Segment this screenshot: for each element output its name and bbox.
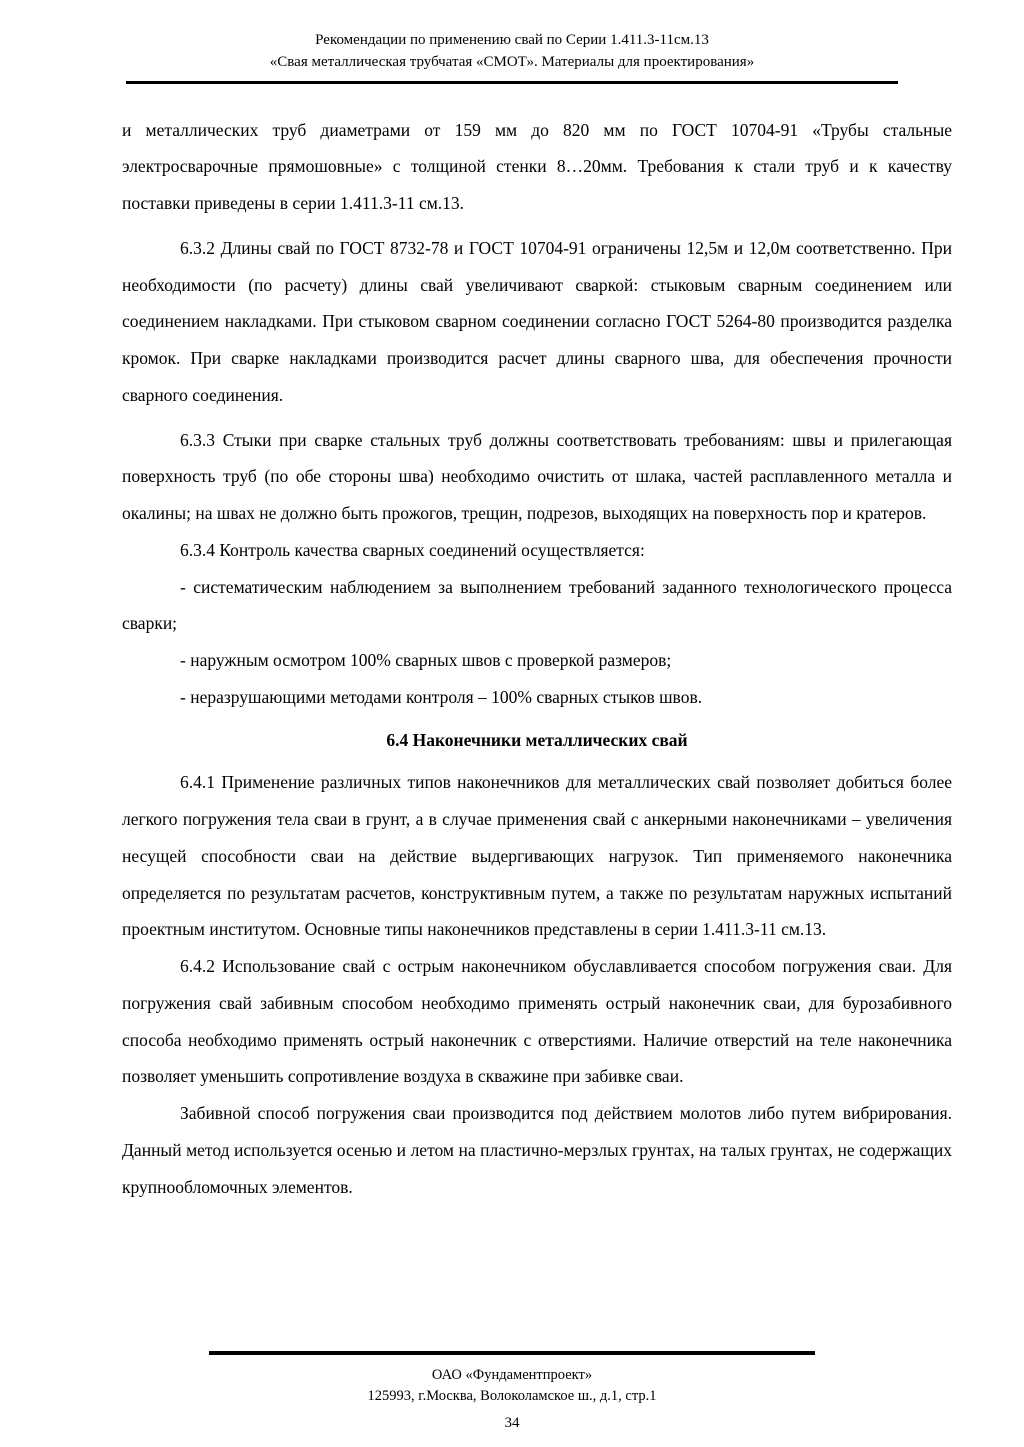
page-number: 34 — [504, 1415, 520, 1432]
document-body — [0, 84, 1024, 1206]
paragraph-6-3-4: 6.3.4 Контроль качества сварных соединений осуществляется: — [180, 539, 645, 560]
section-heading-6-4: 6.4 Наконечники металлических свай — [386, 729, 688, 750]
list-item-dash-3: - неразрушающими методами контроля – 100% сварных стыков швов. — [180, 686, 703, 707]
paragraph-6-4-2: 6.4.2 Использование свай с острым наконечником обуславливается способом погружения сваи. Для погружения свай забивным способом необходимо применять острый наконечник сваи, для бурозабивного способа необходимо применять острый наконечник с отверстиями. Наличие отверстий на теле наконечника позволяет уменьшить сопротивление воздуха в скважине при забивке сваи. — [122, 956, 952, 1087]
paragraph-6-3-3: 6.3.3 Стыки при сварке стальных труб должны соответствовать требованиям: швы и прилегающая поверхность труб (по обе стороны шва) необходимо очистить от шлака, частей расплавленного металла и окалины; на швах не должно быть прожогов, трещин, подрезов, выходящих на поверхность пор и кратеров. — [122, 429, 952, 523]
header-subtitle: «Свая металлическая трубчатая «СМОТ». Материалы для проектирования» — [269, 53, 755, 70]
page-header — [0, 0, 1024, 84]
list-item-dash-1: - систематическим наблюдением за выполнением требований заданного технологического процесса сварки; — [122, 576, 952, 634]
paragraph-6-4-1: 6.4.1 Применение различных типов наконечников для металлических свай позволяет добиться более легкого погружения тела сваи в грунт, а в случае применения свай с анкерными наконечниками – увеличения несущей способности сваи на действие выдергивающих нагрузок. Тип применяемого наконечника определяется по результатам расчетов, конструктивным путем, а также по результатам наружных испытаний проектным институтом. Основные типы наконечников представлены в серии 1.411.3-11 см.13. — [122, 772, 952, 940]
header-series-title: Рекомендации по применению свай по Серии 1.411.3-11см.13 — [315, 32, 709, 48]
footer-address: 125993, г.Москва, Волоколамское ш., д.1, стр.1 — [367, 1388, 657, 1405]
page-footer — [0, 1351, 1024, 1447]
paragraph-6-3-2: 6.3.2 Длины свай по ГОСТ 8732-78 и ГОСТ 10704-91 ограничены 12,5м и 12,0м соответственно. При необходимости (по расчету) длины свай увеличивают сваркой: стыковым сварным соединением или соединением накладками. При стыковом сварном соединении согласно ГОСТ 5264-80 производится разделка кромок. При сварке накладками производится расчет длины сварного шва, для обеспечения прочности сварного соединения. — [122, 237, 952, 405]
paragraph-driving-method: Забивной способ погружения сваи производится под действием молотов либо путем вибрирования. Данный метод используется осенью и летом на пластично-мерзлых грунтах, на талых грунтах, не содержащих крупнообломочных элементов. — [122, 1103, 952, 1197]
footer-rule — [209, 1351, 815, 1355]
list-item-dash-2: - наружным осмотром 100% сварных швов с проверкой размеров; — [180, 650, 672, 670]
footer-organization: ОАО «Фундаментпроект» — [431, 1367, 593, 1384]
paragraph-continuation: и металлических труб диаметрами от 159 мм до 820 мм по ГОСТ 10704-91 «Трубы стальные электросварочные прямошовные» с толщиной стенки 8…20мм. Требования к стали труб и к качеству поставки приведены в серии 1.411.3-11 см.13. — [122, 119, 952, 213]
